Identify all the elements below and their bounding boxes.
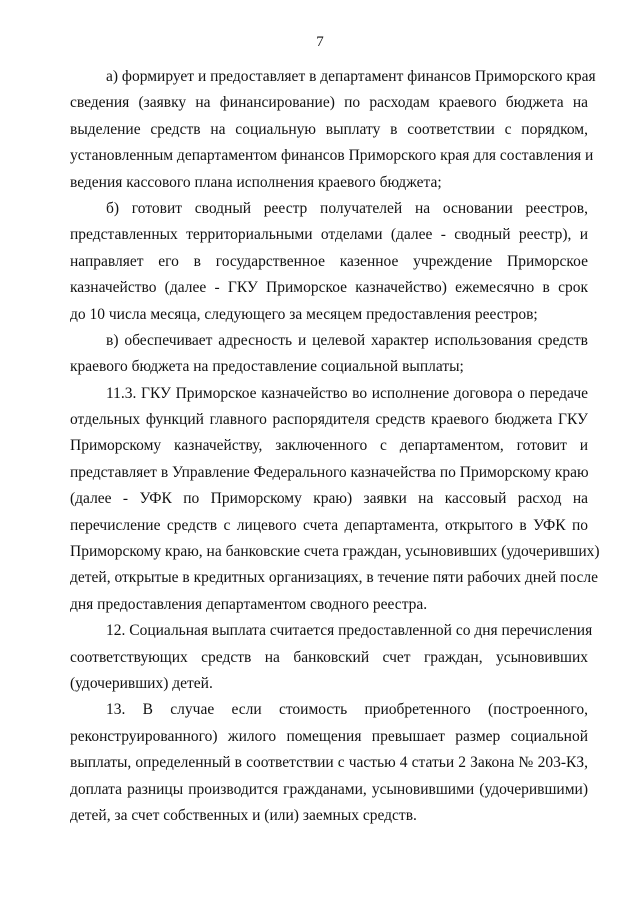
paragraph-a — [70, 64, 596, 196]
text-line: Приморскому казначейству, заключенного с департаментом, готовит и — [70, 437, 588, 455]
document-body — [70, 64, 600, 829]
text-line: направляет его в государственное казенное учреждение Приморское — [70, 252, 588, 270]
text-line: реконструированного) жилого помещения превышает размер социальной — [70, 727, 588, 745]
text-line: доплата разницы производится гражданами, усыновившими (удочерившими) — [70, 780, 588, 798]
text-line: 11.3. ГКУ Приморское казначейство во исполнение договора о передаче — [106, 384, 588, 402]
text-line: в) обеспечивает адресность и целевой характер использования средств — [106, 331, 588, 349]
text-line: сведения (заявку на финансирование) по расходам краевого бюджета на — [70, 94, 588, 112]
page-number: 7 — [316, 34, 324, 50]
paragraph-13 — [70, 697, 588, 829]
text-line: до 10 числа месяца, следующего за месяцем предоставления реестров; — [70, 305, 538, 323]
text-line: перечисление средств с лицевого счета департамента, открытого в УФК по — [70, 516, 588, 534]
text-line: (удочеривших) детей. — [70, 674, 213, 692]
text-line: (далее - УФК по Приморскому краю) заявки на кассовый расход на — [70, 490, 588, 508]
text-line: установленным департаментом финансов Приморского края для составления и — [70, 147, 594, 165]
text-line: краевого бюджета на предоставление социальной выплаты; — [70, 358, 464, 376]
paragraph-11-3 — [70, 381, 600, 619]
text-line: представляет в Управление Федерального казначейства по Приморскому краю — [70, 463, 589, 481]
text-line: детей, открытые в кредитных организациях, в течение пяти рабочих дней после — [70, 569, 598, 587]
text-line: 12. Социальная выплата считается предоставленной со дня перечисления — [106, 622, 593, 640]
text-line: отдельных функций главного распорядителя средств краевого бюджета ГКУ — [70, 411, 588, 429]
text-line: а) формирует и предоставляет в департамент финансов Приморского края — [106, 68, 596, 85]
text-line: выплаты, определенный в соответствии с частью 4 статьи 2 Закона № 203-КЗ, — [70, 754, 588, 772]
paragraph-v — [70, 328, 588, 381]
text-line: дня предоставления департаментом сводного реестра. — [70, 595, 428, 613]
text-line: казначейство (далее - ГКУ Приморское казначейство) ежемесячно в срок — [70, 279, 588, 297]
text-line: б) готовит сводный реестр получателей на основании реестров, — [106, 199, 588, 217]
text-line: детей, за счет собственных и (или) заемных средств. — [70, 806, 417, 824]
text-line: представленных территориальными отделами (далее - сводный реестр), и — [70, 226, 588, 244]
text-line: ведения кассового плана исполнения краевого бюджета; — [70, 173, 442, 191]
paragraph-12 — [70, 618, 593, 697]
text-line: выделение средств на социальную выплату в соответствии с порядком, — [70, 120, 588, 138]
text-line: Приморскому краю, на банковские счета граждан, усыновивших (удочеривших) — [70, 543, 600, 561]
text-line: 13. В случае если стоимость приобретенного (построенного, — [106, 701, 588, 719]
text-line: соответствующих средств на банковский счет граждан, усыновивших — [70, 648, 588, 666]
paragraph-b — [70, 196, 588, 328]
